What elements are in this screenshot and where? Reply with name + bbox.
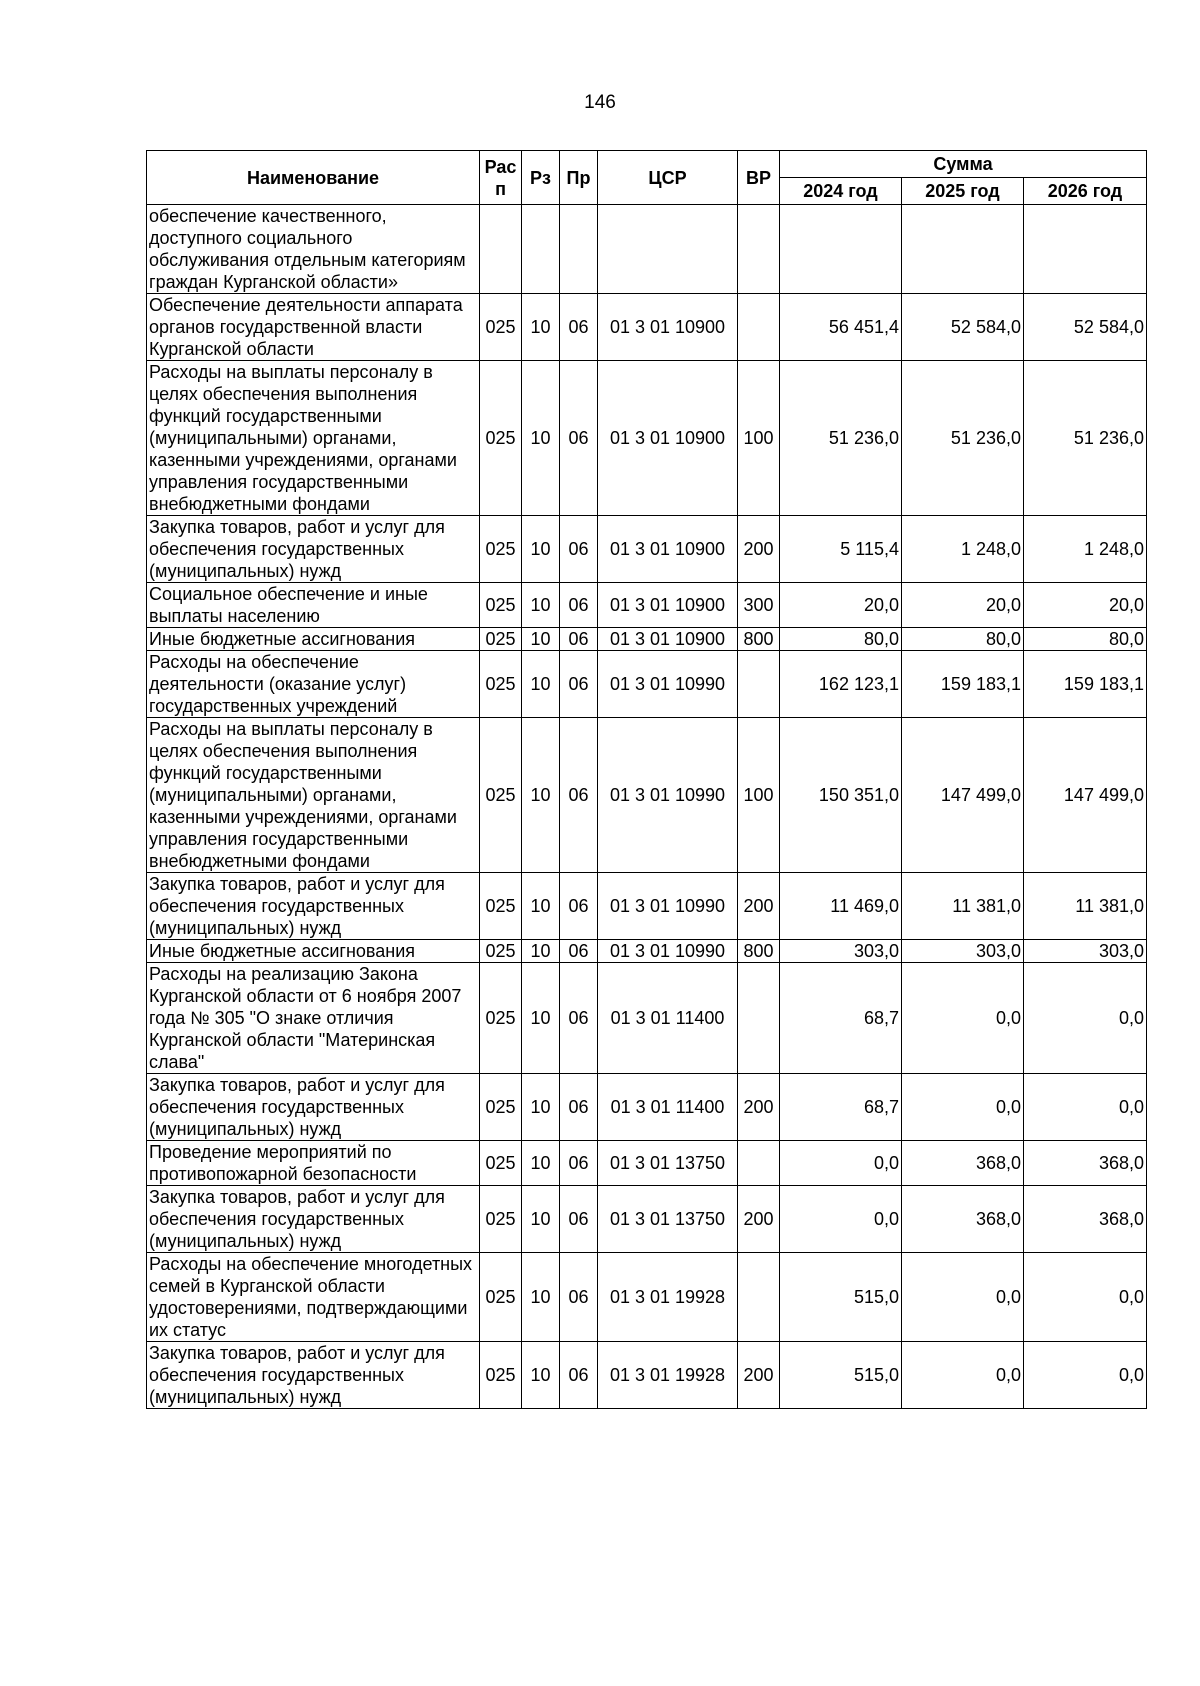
cell-vr	[738, 1253, 780, 1342]
cell-vr: 200	[738, 1342, 780, 1409]
table-row	[147, 628, 1147, 651]
cell-vr	[738, 651, 780, 718]
cell-vr: 200	[738, 516, 780, 583]
cell-2025: 0,0	[902, 1074, 1024, 1141]
cell-rasp: 025	[480, 1253, 522, 1342]
cell-2025: 368,0	[902, 1186, 1024, 1253]
cell-rz: 10	[522, 940, 560, 963]
cell-rz: 10	[522, 1186, 560, 1253]
cell-csr: 01 3 01 10990	[598, 718, 738, 873]
table-row	[147, 1186, 1147, 1253]
table-header	[147, 151, 1147, 205]
cell-2024: 68,7	[780, 1074, 902, 1141]
cell-2026: 0,0	[1024, 963, 1147, 1074]
cell-2024: 162 123,1	[780, 651, 902, 718]
cell-2024: 11 469,0	[780, 873, 902, 940]
cell-2024: 0,0	[780, 1186, 902, 1253]
cell-pr: 06	[560, 963, 598, 1074]
cell-rz: 10	[522, 628, 560, 651]
cell-rz: 10	[522, 1074, 560, 1141]
table-row	[147, 1253, 1147, 1342]
cell-2025: 11 381,0	[902, 873, 1024, 940]
cell-2026	[1024, 205, 1147, 294]
cell-vr	[738, 294, 780, 361]
cell-rasp: 025	[480, 1186, 522, 1253]
cell-pr: 06	[560, 583, 598, 628]
cell-2025: 51 236,0	[902, 361, 1024, 516]
table-row	[147, 1342, 1147, 1409]
table-row	[147, 516, 1147, 583]
cell-name: Закупка товаров, работ и услуг для обеспечения государственных (муниципальных) нужд	[147, 1186, 480, 1253]
cell-2025: 0,0	[902, 963, 1024, 1074]
cell-csr: 01 3 01 10900	[598, 361, 738, 516]
cell-2024: 0,0	[780, 1141, 902, 1186]
cell-rz: 10	[522, 516, 560, 583]
cell-vr: 200	[738, 1074, 780, 1141]
cell-2025: 1 248,0	[902, 516, 1024, 583]
cell-name: Расходы на реализацию Закона Курганской области от 6 ноября 2007 года № 305 "О знаке отличия Курганской области "Материнская слава"	[147, 963, 480, 1074]
table-row	[147, 873, 1147, 940]
cell-2024: 150 351,0	[780, 718, 902, 873]
cell-2026: 0,0	[1024, 1253, 1147, 1342]
cell-csr: 01 3 01 10990	[598, 651, 738, 718]
cell-rz: 10	[522, 963, 560, 1074]
cell-2024: 56 451,4	[780, 294, 902, 361]
cell-rz: 10	[522, 1342, 560, 1409]
cell-pr: 06	[560, 628, 598, 651]
cell-csr: 01 3 01 19928	[598, 1253, 738, 1342]
cell-vr: 800	[738, 628, 780, 651]
cell-pr: 06	[560, 873, 598, 940]
cell-pr: 06	[560, 1186, 598, 1253]
cell-pr: 06	[560, 1074, 598, 1141]
table-row	[147, 963, 1147, 1074]
cell-rz: 10	[522, 651, 560, 718]
cell-name: Социальное обеспечение и иные выплаты населению	[147, 583, 480, 628]
cell-rz: 10	[522, 294, 560, 361]
cell-name: Обеспечение деятельности аппарата органов государственной власти Курганской области	[147, 294, 480, 361]
cell-rz: 10	[522, 583, 560, 628]
cell-vr	[738, 1141, 780, 1186]
cell-rz: 10	[522, 1141, 560, 1186]
cell-name: Закупка товаров, работ и услуг для обеспечения государственных (муниципальных) нужд	[147, 1074, 480, 1141]
cell-csr: 01 3 01 13750	[598, 1186, 738, 1253]
cell-name: Расходы на выплаты персоналу в целях обеспечения выполнения функций государственными (муниципальными) органами, казенными учреждениями, органами управления государственными внебюджетными фондами	[147, 718, 480, 873]
cell-rz: 10	[522, 718, 560, 873]
cell-pr	[560, 205, 598, 294]
cell-2026: 303,0	[1024, 940, 1147, 963]
cell-2025: 80,0	[902, 628, 1024, 651]
cell-2025: 0,0	[902, 1342, 1024, 1409]
header-2024: 2024 год	[780, 178, 902, 205]
cell-2025: 0,0	[902, 1253, 1024, 1342]
cell-name: Иные бюджетные ассигнования	[147, 940, 480, 963]
cell-pr: 06	[560, 294, 598, 361]
cell-rasp: 025	[480, 1074, 522, 1141]
cell-vr	[738, 205, 780, 294]
cell-rasp: 025	[480, 873, 522, 940]
cell-vr: 300	[738, 583, 780, 628]
cell-pr: 06	[560, 718, 598, 873]
table-row	[147, 940, 1147, 963]
header-2025: 2025 год	[902, 178, 1024, 205]
table-row	[147, 294, 1147, 361]
cell-csr: 01 3 01 11400	[598, 963, 738, 1074]
cell-csr: 01 3 01 10900	[598, 294, 738, 361]
table-row	[147, 1074, 1147, 1141]
budget-table	[146, 150, 1147, 1409]
cell-name: Расходы на обеспечение многодетных семей в Курганской области удостоверениями, подтверждающими их статус	[147, 1253, 480, 1342]
cell-pr: 06	[560, 940, 598, 963]
cell-rz	[522, 205, 560, 294]
header-rz: Рз	[522, 151, 560, 205]
table-row	[147, 361, 1147, 516]
cell-name: Закупка товаров, работ и услуг для обеспечения государственных (муниципальных) нужд	[147, 1342, 480, 1409]
cell-2026: 0,0	[1024, 1074, 1147, 1141]
cell-2026: 1 248,0	[1024, 516, 1147, 583]
cell-2025: 368,0	[902, 1141, 1024, 1186]
cell-name: Расходы на обеспечение деятельности (оказание услуг) государственных учреждений	[147, 651, 480, 718]
cell-rz: 10	[522, 1253, 560, 1342]
cell-pr: 06	[560, 1141, 598, 1186]
cell-rasp: 025	[480, 516, 522, 583]
cell-rasp: 025	[480, 628, 522, 651]
cell-2026: 159 183,1	[1024, 651, 1147, 718]
table-row	[147, 205, 1147, 294]
header-sum: Сумма	[780, 151, 1147, 178]
cell-name: Закупка товаров, работ и услуг для обеспечения государственных (муниципальных) нужд	[147, 873, 480, 940]
cell-name: Закупка товаров, работ и услуг для обеспечения государственных (муниципальных) нужд	[147, 516, 480, 583]
cell-csr: 01 3 01 19928	[598, 1342, 738, 1409]
cell-vr: 100	[738, 718, 780, 873]
cell-pr: 06	[560, 651, 598, 718]
header-csr: ЦСР	[598, 151, 738, 205]
cell-2026: 20,0	[1024, 583, 1147, 628]
cell-rasp: 025	[480, 294, 522, 361]
cell-csr: 01 3 01 10900	[598, 516, 738, 583]
cell-2025: 52 584,0	[902, 294, 1024, 361]
cell-rasp: 025	[480, 1141, 522, 1186]
cell-csr: 01 3 01 10900	[598, 628, 738, 651]
cell-2026: 368,0	[1024, 1186, 1147, 1253]
cell-2026: 368,0	[1024, 1141, 1147, 1186]
header-rasp: Рас п	[480, 151, 522, 205]
cell-2024: 303,0	[780, 940, 902, 963]
cell-2024: 51 236,0	[780, 361, 902, 516]
cell-vr: 800	[738, 940, 780, 963]
cell-rasp: 025	[480, 940, 522, 963]
cell-2026: 51 236,0	[1024, 361, 1147, 516]
cell-2024: 5 115,4	[780, 516, 902, 583]
cell-rasp: 025	[480, 718, 522, 873]
page-number: 146	[584, 92, 616, 113]
header-vr: ВР	[738, 151, 780, 205]
cell-pr: 06	[560, 516, 598, 583]
cell-2025	[902, 205, 1024, 294]
table-row	[147, 651, 1147, 718]
cell-vr: 100	[738, 361, 780, 516]
cell-csr: 01 3 01 10900	[598, 583, 738, 628]
table-body	[147, 205, 1147, 1409]
cell-name: Проведение мероприятий по противопожарной безопасности	[147, 1141, 480, 1186]
header-name: Наименование	[147, 151, 480, 205]
cell-2025: 303,0	[902, 940, 1024, 963]
cell-csr: 01 3 01 11400	[598, 1074, 738, 1141]
cell-csr	[598, 205, 738, 294]
cell-2024	[780, 205, 902, 294]
cell-pr: 06	[560, 1253, 598, 1342]
cell-2026: 147 499,0	[1024, 718, 1147, 873]
cell-name: Расходы на выплаты персоналу в целях обеспечения выполнения функций государственными (муниципальными) органами, казенными учреждениями, органами управления государственными внебюджетными фондами	[147, 361, 480, 516]
cell-rasp: 025	[480, 963, 522, 1074]
cell-csr: 01 3 01 10990	[598, 940, 738, 963]
cell-2024: 68,7	[780, 963, 902, 1074]
cell-csr: 01 3 01 10990	[598, 873, 738, 940]
cell-name: обеспечение качественного, доступного социального обслуживания отдельным категориям граждан Курганской области»	[147, 205, 480, 294]
table-row	[147, 718, 1147, 873]
cell-rasp: 025	[480, 651, 522, 718]
header-pr: Пр	[560, 151, 598, 205]
cell-name: Иные бюджетные ассигнования	[147, 628, 480, 651]
cell-vr: 200	[738, 873, 780, 940]
cell-2026: 52 584,0	[1024, 294, 1147, 361]
cell-vr: 200	[738, 1186, 780, 1253]
cell-2025: 20,0	[902, 583, 1024, 628]
header-2026: 2026 год	[1024, 178, 1147, 205]
cell-2026: 80,0	[1024, 628, 1147, 651]
table-row	[147, 1141, 1147, 1186]
cell-2024: 80,0	[780, 628, 902, 651]
cell-2024: 20,0	[780, 583, 902, 628]
cell-rasp: 025	[480, 583, 522, 628]
table-row	[147, 583, 1147, 628]
cell-2025: 147 499,0	[902, 718, 1024, 873]
cell-rasp: 025	[480, 361, 522, 516]
cell-csr: 01 3 01 13750	[598, 1141, 738, 1186]
cell-pr: 06	[560, 1342, 598, 1409]
cell-rz: 10	[522, 873, 560, 940]
cell-2024: 515,0	[780, 1342, 902, 1409]
cell-rz: 10	[522, 361, 560, 516]
cell-2026: 11 381,0	[1024, 873, 1147, 940]
cell-2024: 515,0	[780, 1253, 902, 1342]
cell-pr: 06	[560, 361, 598, 516]
cell-2025: 159 183,1	[902, 651, 1024, 718]
cell-rasp	[480, 205, 522, 294]
cell-vr	[738, 963, 780, 1074]
cell-rasp: 025	[480, 1342, 522, 1409]
cell-2026: 0,0	[1024, 1342, 1147, 1409]
